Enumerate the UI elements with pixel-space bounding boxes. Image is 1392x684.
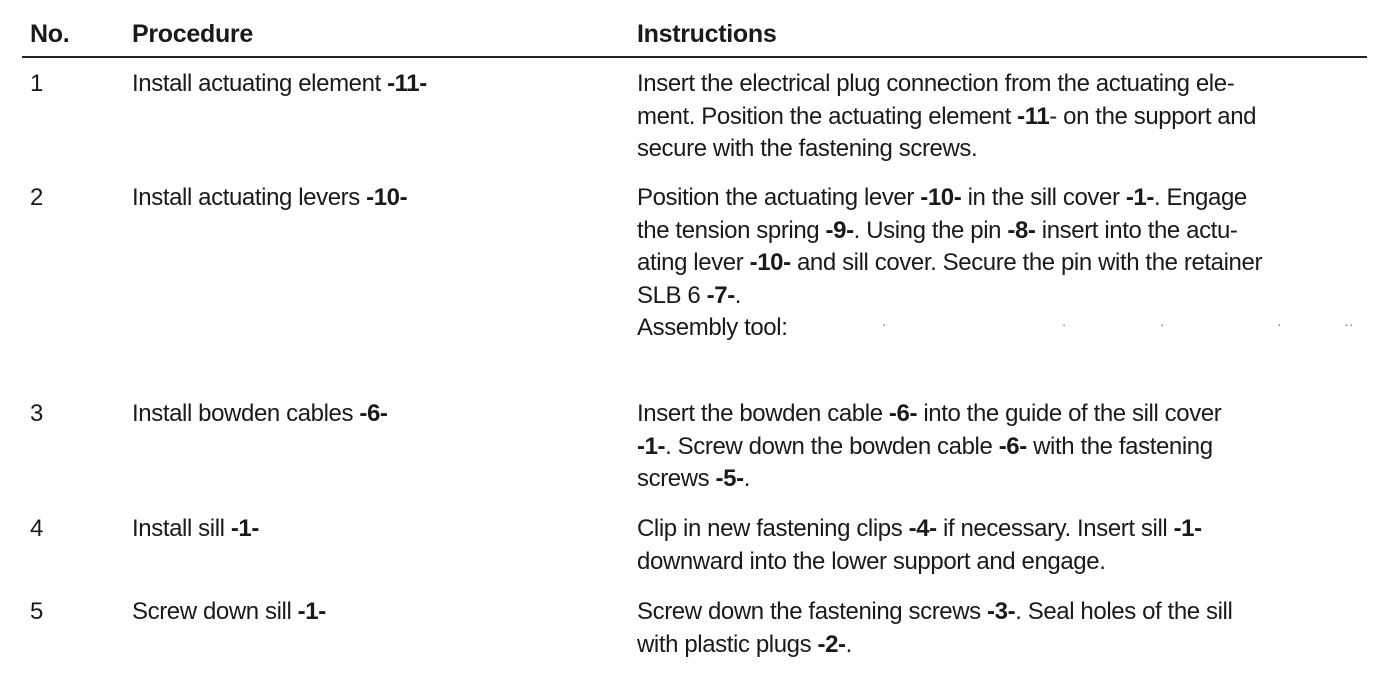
text-segment: downward into the lower support and engage. [637,547,1106,575]
text-segment: . Engage [1153,184,1247,211]
part-reference: -10- [749,249,791,276]
procedure-text [132,182,622,215]
part-reference: -1- [297,598,326,625]
text-segment: insert into the actu- [1035,216,1238,244]
part-reference: -11 [1017,102,1050,130]
instruction-line [637,182,1362,215]
text-segment: Install bowden cables [132,400,360,427]
instruction-line [637,629,1362,662]
text-segment: . Screw down the bowden cable [665,432,999,460]
step-number: 1 [30,70,43,97]
part-reference: -1- [637,432,666,460]
text-segment: Install actuating element [132,70,388,97]
part-reference: -2- [817,630,846,658]
text-segment: Insert the electrical plug connection from the actuating ele- [637,70,1235,97]
text-segment: into the guide of the sill cover [917,400,1222,427]
part-reference: -1- [1125,184,1154,211]
procedure-text [132,398,622,431]
text-segment: and sill cover. Secure the pin with the retainer [790,249,1263,276]
instruction-line [637,215,1362,248]
text-segment: Clip in new fastening clips [637,515,909,542]
step-number: 3 [30,400,43,427]
instruction-line [637,513,1362,546]
part-reference: -6- [998,432,1027,460]
text-segment: - on the support and [1049,102,1257,130]
header-instructions: Instructions [637,20,777,48]
table-header [22,18,1367,58]
text-segment: the tension spring [637,216,826,244]
instruction-line [637,596,1362,629]
text-segment: . Using the pin [853,216,1008,244]
part-reference: -10- [366,184,408,211]
instruction-line [637,101,1362,134]
step-number: 5 [30,598,43,625]
text-segment: . [743,465,750,492]
header-no: No. [30,20,70,48]
step-number: 4 [30,515,43,542]
text-segment: if necessary. Insert sill [936,515,1174,542]
part-reference: -8- [1007,216,1036,244]
instruction-line [637,133,1362,166]
instruction-line [637,431,1362,464]
instructions-text [637,596,1362,661]
text-segment: with the fastening [1026,432,1213,460]
instructions-text [637,513,1362,578]
text-segment: Insert the bowden cable [637,400,889,427]
part-reference: -6- [888,400,918,427]
text-segment: Position the actuating lever [637,184,921,211]
part-reference: -5- [715,465,744,492]
text-segment: Screw down the fastening screws [637,598,988,625]
part-reference: -7- [706,281,735,309]
text-segment: . [734,281,742,309]
part-reference: -3- [987,598,1016,625]
instructions-text [637,398,1362,496]
instruction-line [637,546,1362,579]
part-reference: -10- [920,184,962,211]
text-segment: Install sill [132,515,231,542]
text-segment: Install actuating levers [132,184,367,211]
instruction-line [637,247,1362,280]
procedure-table [22,0,1367,684]
part-reference: -11- [387,70,427,97]
instruction-line [637,398,1362,431]
text-segment: Screw down sill [132,598,298,625]
procedure-text [132,68,622,101]
text-segment: secure with the fastening screws. [637,135,978,162]
text-segment: Assembly tool: [637,314,788,341]
instructions-text [637,68,1362,166]
text-segment: SLB 6 [637,281,707,309]
text-segment: . [845,630,852,658]
text-segment: in the sill cover [961,184,1126,211]
instruction-line [637,463,1362,496]
part-reference: -1- [1173,515,1202,542]
header-procedure: Procedure [132,20,253,48]
step-number: 2 [30,184,43,211]
text-segment: with plastic plugs [637,630,818,658]
part-reference: -1- [230,515,259,542]
text-segment: ment. Position the actuating element [637,102,1018,130]
procedure-text [132,596,622,629]
text-segment: . Seal holes of the sill [1015,598,1233,625]
part-reference: -9- [825,216,854,244]
scan-speck-marks: · · · · ·· [882,316,1354,332]
part-reference: -4- [908,515,937,542]
text-segment: ating lever [637,249,750,276]
procedure-text [132,513,622,546]
instruction-line [637,68,1362,101]
text-segment: screws [637,465,716,492]
part-reference: -6- [359,400,388,427]
